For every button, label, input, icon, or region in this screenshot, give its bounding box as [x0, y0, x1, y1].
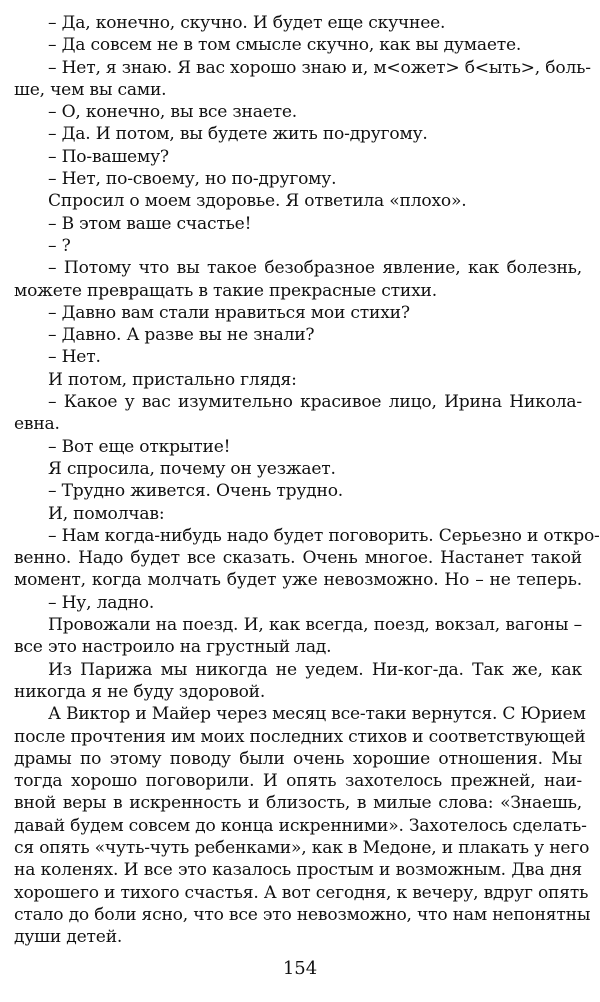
text-line-22: – Трудно живется. Очень трудно. — [48, 481, 344, 502]
text-line-18: – Какое у вас изумительно красивое лицо, Ирина Никола- — [48, 392, 582, 413]
text-line-39: на коленях. И все это казалось простым и возможным. Два дня — [14, 860, 582, 881]
text-line-2: – Да совсем не в том смысле скучно, как вы думаете. — [48, 35, 522, 56]
text-line-24: – Нам когда-нибудь надо будет поговорить. Серьезно и откро- — [48, 525, 600, 546]
text-line-12: – Потому что вы такое безобразное явление, как болезнь, — [48, 258, 582, 279]
text-line-40: хорошего и тихого счастья. А вот сегодня, к вечеру, вдруг опять — [14, 882, 589, 903]
text-line-7: – По-вашему? — [48, 146, 169, 167]
text-line-15: – Давно. А разве вы не знали? — [48, 325, 315, 346]
text-line-1: – Да, конечно, скучно. И будет еще скучнее. — [48, 13, 446, 33]
text-line-41: стало до боли ясно, что все это невозможно, что нам непонятны — [14, 904, 591, 925]
text-line-31: никогда я не буду здоровой. — [14, 681, 266, 702]
text-line-26: момент, когда молчать будет уже невозможно. Но – не теперь. — [14, 570, 582, 591]
text-line-21: Я спросила, почему он уезжает. — [48, 458, 336, 479]
text-line-13: можете превращать в такие прекрасные стихи. — [14, 280, 437, 301]
text-line-34: драмы по этому поводу были очень хорошие отношения. Мы — [14, 748, 582, 769]
text-line-25: венно. Надо будет все сказать. Очень многое. Настанет такой — [14, 548, 582, 569]
text-line-32: А Виктор и Майер через месяц все-таки вернутся. С Юрием — [48, 704, 586, 725]
text-line-29: все это настроило на грустный лад. — [14, 637, 332, 658]
text-line-4: ше, чем вы сами. — [14, 79, 167, 100]
text-line-33: после прочтения им моих последних стихов и соответствующей — [14, 726, 586, 747]
text-line-8: – Нет, по-своему, но по-другому. — [48, 169, 337, 190]
text-line-3: – Нет, я знаю. Я вас хорошо знаю и, м<ожет> б<ыть>, боль- — [48, 57, 591, 78]
text-line-9: Спросил о моем здоровье. Я ответила «плохо». — [48, 191, 467, 212]
text-line-20: – Вот еще открытие! — [48, 436, 231, 457]
page-text — [14, 12, 600, 948]
page-number: 154 — [282, 958, 318, 979]
text-line-27: – Ну, ладно. — [48, 592, 155, 613]
text-line-36: вной веры в искренность и близость, в милые слова: «Знаешь, — [14, 793, 582, 814]
text-line-35: тогда хорошо поговорили. И опять захотелось прежней, наи- — [14, 771, 582, 792]
text-line-28: Провожали на поезд. И, как всегда, поезд, вокзал, вагоны – — [48, 615, 582, 636]
text-line-10: – В этом ваше счастье! — [48, 213, 252, 234]
text-line-5: – О, конечно, вы все знаете. — [48, 102, 298, 123]
text-line-30: Из Парижа мы никогда не уедем. Ни-ког-да. Так же, как — [48, 659, 582, 680]
text-line-14: – Давно вам стали нравиться мои стихи? — [48, 302, 410, 323]
text-line-19: евна. — [14, 414, 60, 435]
text-line-16: – Нет. — [48, 347, 101, 368]
text-line-38: ся опять «чуть-чуть ребенками», как в Медоне, и плакать у него — [14, 837, 590, 858]
text-line-23: И, помолчав: — [48, 503, 165, 524]
text-line-6: – Да. И потом, вы будете жить по-другому. — [48, 124, 428, 145]
text-line-42: души детей. — [14, 927, 123, 948]
text-line-11: – ? — [48, 235, 71, 256]
text-line-37: давай будем совсем до конца искренними». Захотелось сделать- — [14, 815, 587, 836]
text-line-17: И потом, пристально глядя: — [48, 369, 297, 390]
